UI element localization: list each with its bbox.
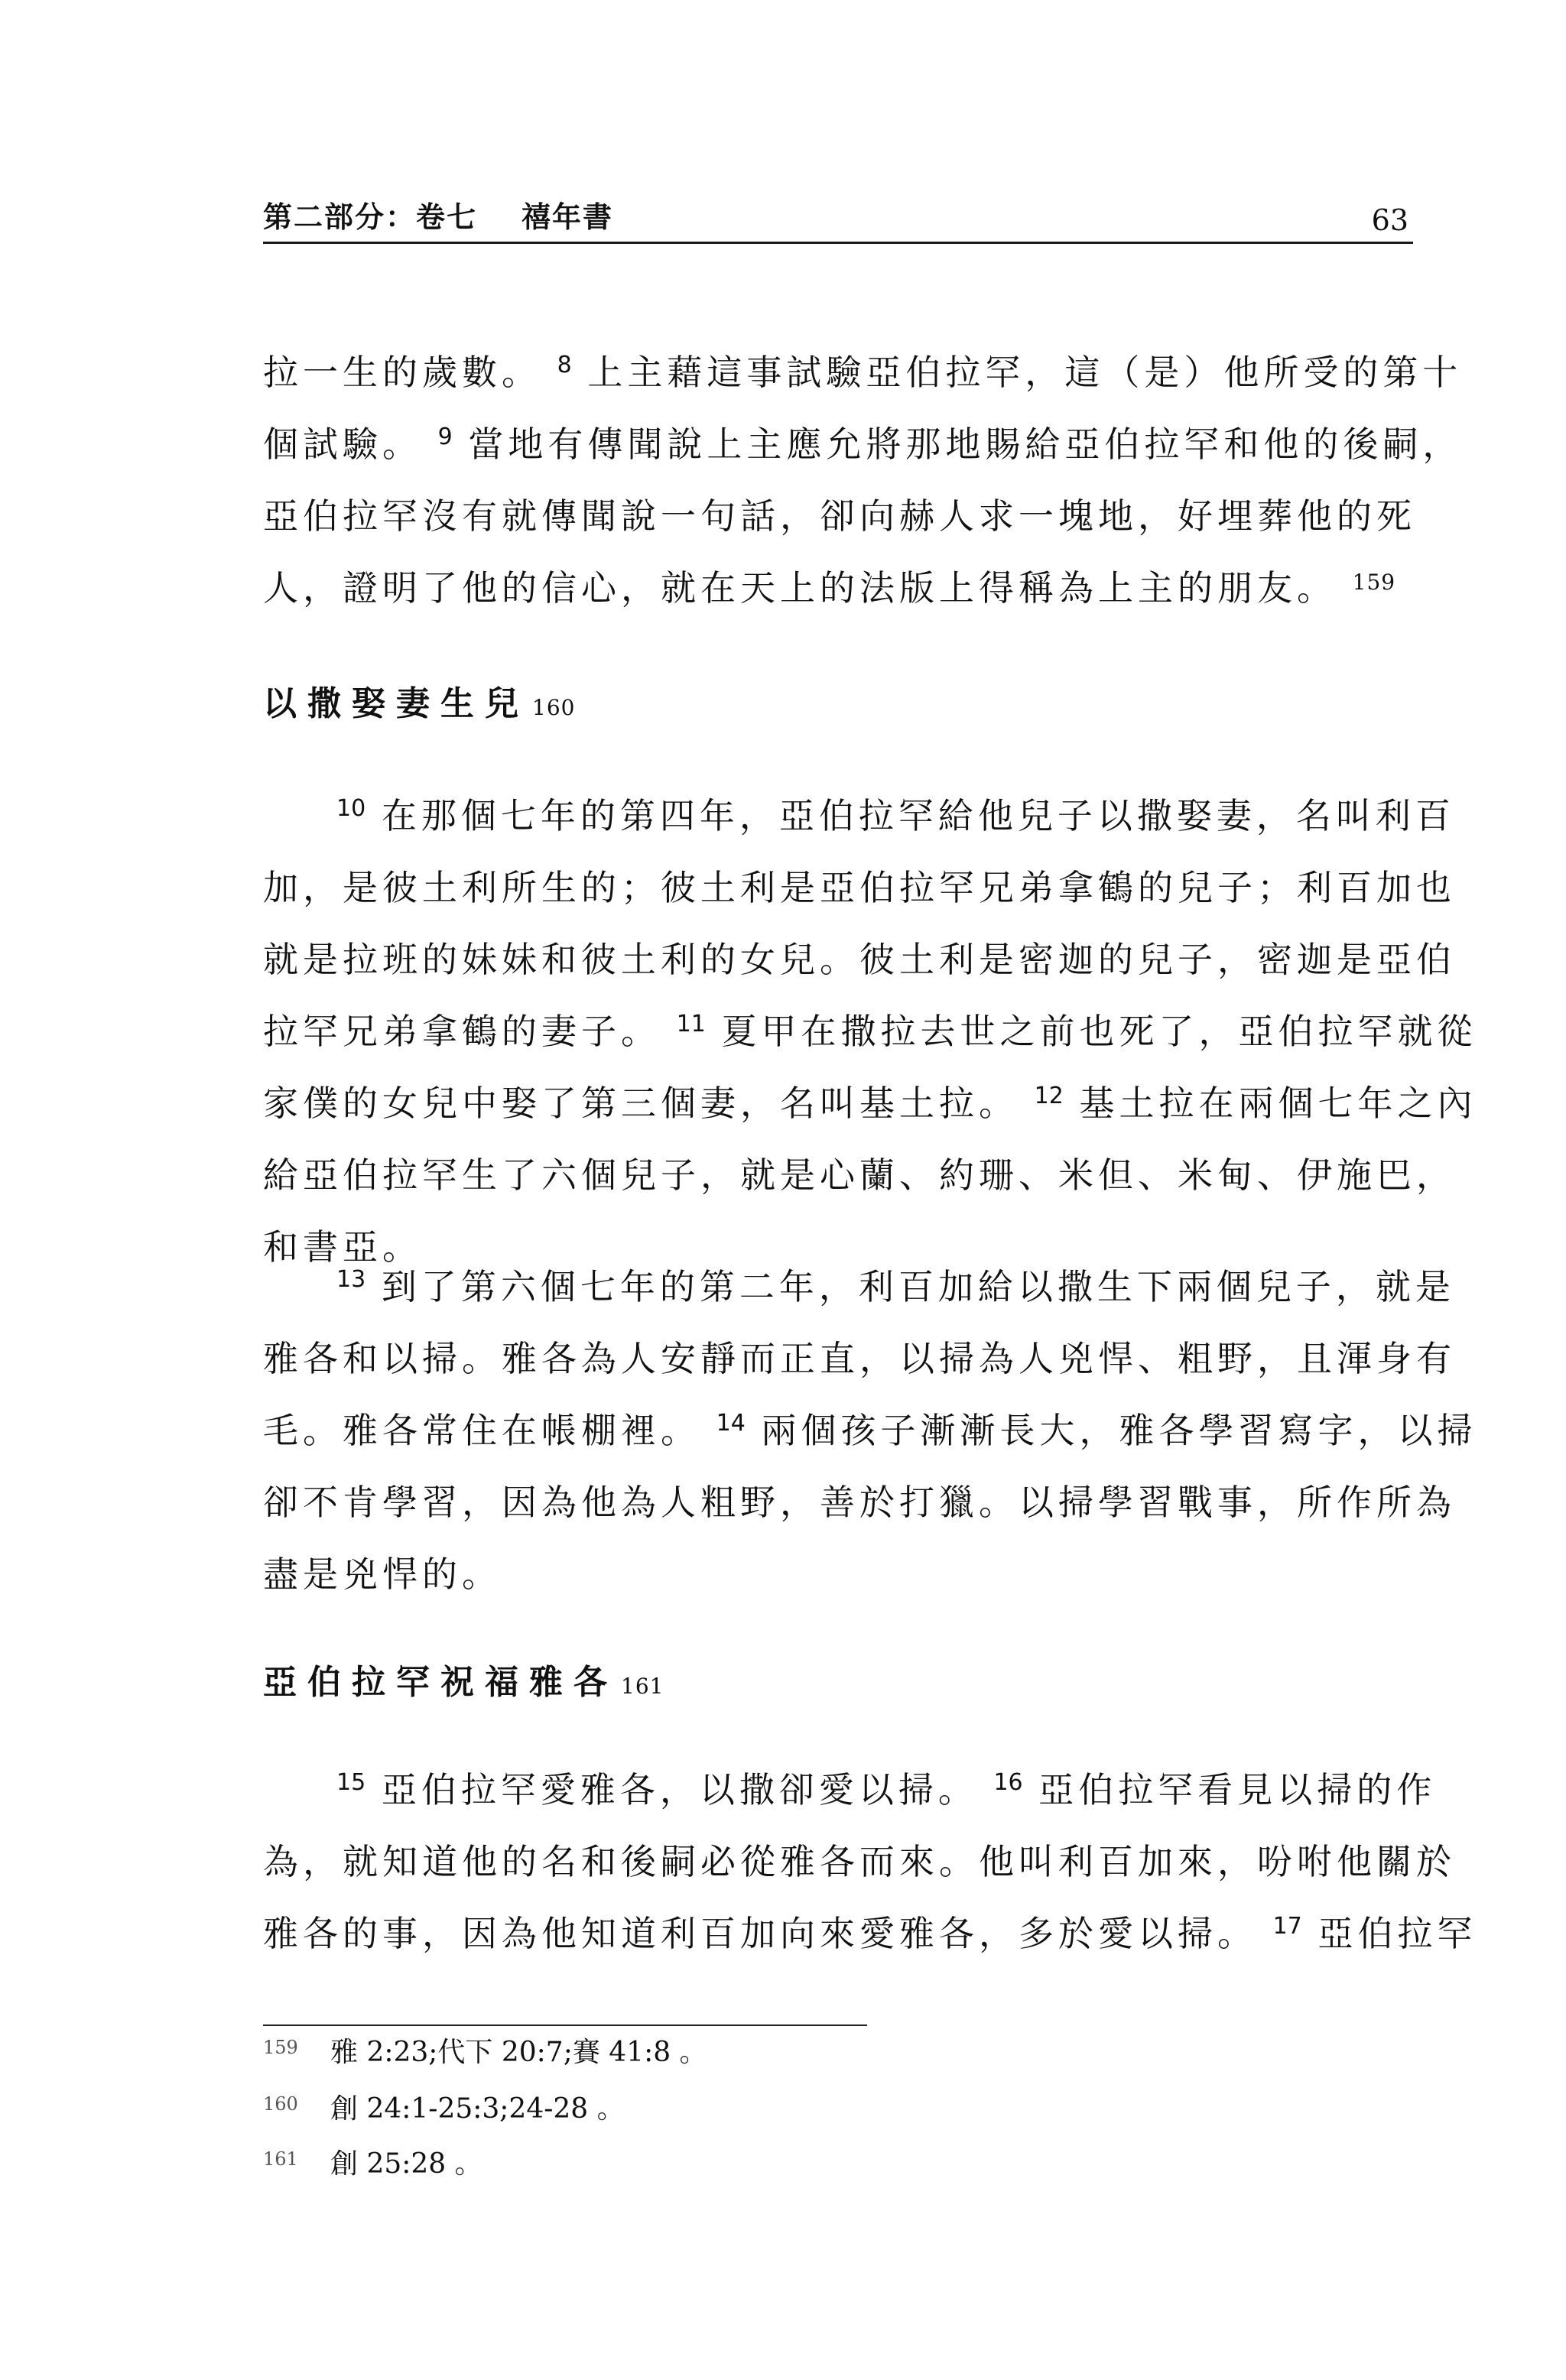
footnote: [263, 2142, 482, 2181]
footnote-text: 創 25:28 。: [330, 2148, 482, 2180]
line: 盡是兇悍的。: [263, 1554, 502, 1595]
verse-number: 13: [336, 1266, 366, 1293]
line: 亞伯拉罕沒有就傳聞說一句話，卻向赫人求一塊地，好埋葬他的死: [263, 495, 1416, 537]
footnote-text: 雅 2:23;代下 20:7;賽 41:8 。: [330, 2037, 707, 2068]
verse-number: 17: [1272, 1913, 1302, 1940]
verse-number: 11: [676, 1011, 706, 1037]
verse-number: 8: [557, 352, 572, 378]
section-heading: 以撒娶妻生兒 160: [263, 684, 576, 723]
footnote-number: 159: [263, 2037, 298, 2058]
footnote: [263, 2031, 707, 2070]
line: 家僕的女兒中娶了第三個妻，名叫基土拉。 $^{12}$ 基土拉在兩個七年之內: [263, 1083, 1477, 1124]
line: 卻不肯學習，因為他為人粗野，善於打獵。以掃學習戰事，所作所為: [263, 1482, 1456, 1523]
line: 給亞伯拉罕生了六個兒子，就是心蘭、約珊、米但、米甸、伊施巴，: [263, 1154, 1456, 1196]
line: 毛。雅各常住在帳棚裡。 $^{14}$ 兩個孩子漸漸長大，雅各學習寫字，以掃: [263, 1410, 1477, 1451]
line: 就是拉班的妹妹和彼土利的女兒。彼土利是密迦的兒子，密迦是亞伯: [263, 939, 1456, 980]
footnote-ref: 160: [532, 695, 576, 720]
header-title: [263, 193, 613, 235]
line: $^{13}$ 到了第六個七年的第二年，利百加給以撒生下兩個兒子，就是: [336, 1266, 1455, 1307]
footnote-divider: [263, 2024, 867, 2026]
line: 拉一生的歲數。 $^8$ 上主藉這事試驗亞伯拉罕，這（是）他所受的第十: [263, 352, 1463, 393]
header-book: 禧年書: [521, 200, 614, 234]
paragraph-4: [263, 1754, 1477, 1969]
footnote: [263, 2087, 625, 2126]
line: 加，是彼土利所生的；彼土利是亞伯拉罕兄弟拿鶴的兒子；利百加也: [263, 867, 1456, 908]
line: $^{10}$ 在那個七年的第四年，亞伯拉罕給他兒子以撒娶妻，名叫利百: [336, 795, 1455, 836]
line: 為，就知道他的名和後嗣必從雅各而來。他叫利百加來，吩咐他關於: [263, 1841, 1456, 1882]
page-number: 63: [1371, 203, 1408, 237]
line: 拉罕兄弟拿鶴的妻子。 $^{11}$ 夏甲在撒拉去世之前也死了，亞伯拉罕就從: [263, 1011, 1477, 1052]
verse-number: 9: [437, 424, 453, 450]
line: 個試驗。 $^9$ 當地有傳聞說上主應允將那地賜給亞伯拉罕和他的後嗣，: [263, 424, 1463, 465]
paragraph-1: [263, 336, 1463, 624]
line: 人，證明了他的信心，就在天上的法版上得稱為上主的朋友。 $^{159}$: [263, 567, 1396, 609]
line: 和書亞。: [263, 1226, 422, 1268]
verse-number: 10: [336, 795, 366, 822]
footnote-number: 160: [263, 2093, 298, 2115]
paragraph-2: [263, 780, 1477, 1283]
verse-number: 15: [336, 1769, 366, 1796]
running-header: [263, 191, 1413, 244]
header-section: 第二部分：卷七: [263, 200, 478, 234]
verse-number: 14: [716, 1410, 746, 1437]
line: 雅各的事，因為他知道利百加向來愛雅各，多於愛以掃。 $^{17}$ 亞伯拉罕: [263, 1913, 1477, 1954]
verse-number: 16: [993, 1769, 1023, 1796]
line: 雅各和以掃。雅各為人安靜而正直，以掃為人兇悍、粗野，且渾身有: [263, 1338, 1456, 1379]
footnote-ref: 161: [621, 1674, 664, 1699]
footnote-ref: 159: [1352, 570, 1396, 595]
footnote-number: 161: [263, 2148, 298, 2170]
footnote-text: 創 24:1-25:3;24-28 。: [330, 2093, 625, 2125]
section-heading: 亞伯拉罕祝福雅各 161: [263, 1663, 664, 1702]
line: $^{15}$ 亞伯拉罕愛雅各，以撒卻愛以掃。 $^{16}$ 亞伯拉罕看見以掃的作: [336, 1769, 1437, 1810]
paragraph-3: [263, 1251, 1477, 1610]
verse-number: 12: [1034, 1083, 1064, 1109]
